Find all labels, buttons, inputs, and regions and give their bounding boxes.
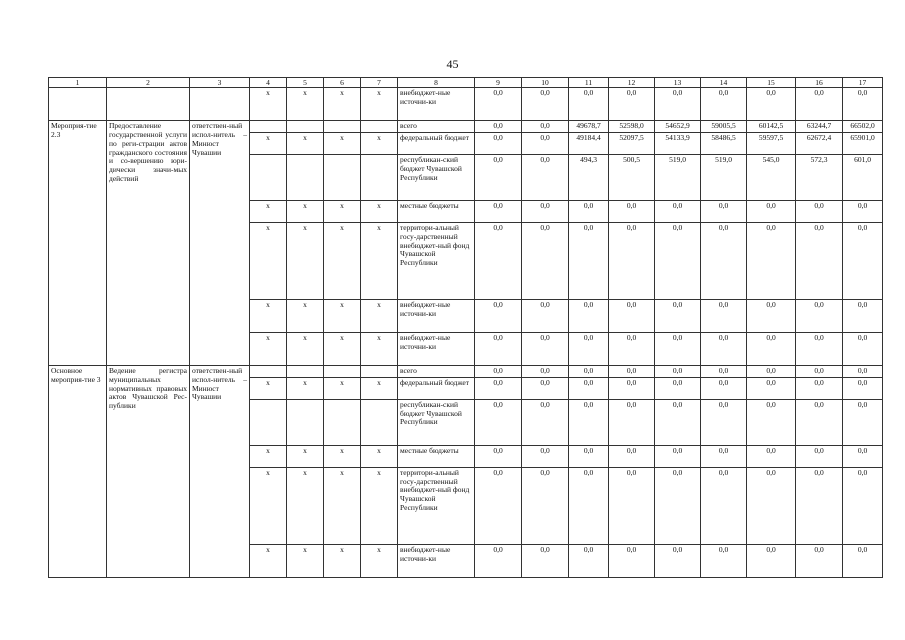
value-cell: 0,0	[569, 544, 609, 577]
x-mark: х	[361, 467, 398, 544]
value-cell: 0,0	[475, 365, 522, 377]
value-cell: 63244,7	[796, 121, 843, 133]
value-cell: 0,0	[796, 399, 843, 445]
value-cell: 0,0	[843, 222, 883, 299]
value-cell: 0,0	[475, 222, 522, 299]
column-number-header: 17	[843, 78, 883, 88]
value-cell: 0,0	[655, 200, 701, 222]
value-cell: 49184,4	[569, 132, 609, 154]
value-cell: 0,0	[655, 222, 701, 299]
x-mark: х	[287, 332, 324, 365]
x-mark: х	[287, 200, 324, 222]
value-cell: 494,3	[569, 154, 609, 200]
x-mark: х	[287, 132, 324, 154]
funding-source: федеральный бюджет	[398, 377, 475, 399]
funding-source: всего	[398, 121, 475, 133]
empty-cell	[361, 399, 398, 445]
value-cell: 0,0	[796, 467, 843, 544]
value-cell: 0,0	[655, 445, 701, 467]
value-cell: 0,0	[522, 121, 569, 133]
value-cell: 0,0	[655, 467, 701, 544]
value-cell: 0,0	[701, 332, 747, 365]
page-number: 45	[446, 57, 459, 71]
value-cell: 0,0	[843, 377, 883, 399]
x-mark: х	[361, 544, 398, 577]
empty-cell	[250, 365, 287, 377]
value-cell: 572,3	[796, 154, 843, 200]
x-mark: х	[287, 299, 324, 332]
x-mark: х	[287, 467, 324, 544]
value-cell: 0,0	[569, 467, 609, 544]
value-cell: 0,0	[796, 377, 843, 399]
value-cell: 0,0	[475, 200, 522, 222]
value-cell: 0,0	[843, 399, 883, 445]
funding-source: внебюджет-ные источни-ки	[398, 332, 475, 365]
value-cell: 0,0	[522, 200, 569, 222]
value-cell: 0,0	[522, 399, 569, 445]
funding-source: внебюджет-ные источни-ки	[398, 88, 475, 121]
x-mark: х	[324, 377, 361, 399]
value-cell: 0,0	[569, 222, 609, 299]
activity-label: Основное мероприя-тие 3	[49, 365, 107, 577]
value-cell: 0,0	[475, 445, 522, 467]
value-cell: 0,0	[701, 299, 747, 332]
x-mark: х	[250, 88, 287, 121]
value-cell: 0,0	[609, 544, 655, 577]
value-cell: 0,0	[747, 544, 796, 577]
value-cell: 0,0	[701, 365, 747, 377]
column-number-header: 4	[250, 78, 287, 88]
value-cell: 0,0	[569, 445, 609, 467]
value-cell: 0,0	[475, 377, 522, 399]
column-number-header: 10	[522, 78, 569, 88]
table-row	[49, 365, 883, 377]
value-cell: 0,0	[522, 365, 569, 377]
column-number-header: 9	[475, 78, 522, 88]
column-number-header: 6	[324, 78, 361, 88]
value-cell: 0,0	[701, 200, 747, 222]
empty-cell	[190, 88, 250, 121]
value-cell: 0,0	[522, 88, 569, 121]
x-mark: х	[250, 467, 287, 544]
value-cell: 0,0	[475, 121, 522, 133]
value-cell: 49678,7	[569, 121, 609, 133]
value-cell: 0,0	[522, 445, 569, 467]
value-cell: 0,0	[796, 445, 843, 467]
value-cell: 59597,5	[747, 132, 796, 154]
value-cell: 0,0	[609, 365, 655, 377]
value-cell: 0,0	[701, 222, 747, 299]
value-cell: 59005,5	[701, 121, 747, 133]
x-mark: х	[287, 222, 324, 299]
value-cell: 0,0	[796, 544, 843, 577]
value-cell: 0,0	[655, 377, 701, 399]
x-mark: х	[324, 299, 361, 332]
value-cell: 0,0	[655, 332, 701, 365]
value-cell: 0,0	[569, 299, 609, 332]
value-cell: 0,0	[475, 88, 522, 121]
value-cell: 52097,5	[609, 132, 655, 154]
value-cell: 66502,0	[843, 121, 883, 133]
value-cell: 0,0	[747, 222, 796, 299]
value-cell: 0,0	[747, 200, 796, 222]
value-cell: 0,0	[655, 365, 701, 377]
value-cell: 0,0	[609, 399, 655, 445]
column-number-header: 14	[701, 78, 747, 88]
activity-name: Ведение регистра муниципальных нормативных правовых актов Чувашской Рес-публики	[107, 365, 190, 577]
funding-source: территори-альный госу-дарственный внебюджет-ный фонд Чувашской Республики	[398, 222, 475, 299]
funding-source: внебюджет-ные источни-ки	[398, 299, 475, 332]
responsible-executor: ответствен-ный испол-нитель – Минюст Чувашии	[190, 121, 250, 366]
value-cell: 0,0	[796, 200, 843, 222]
value-cell: 0,0	[522, 377, 569, 399]
column-number-header: 13	[655, 78, 701, 88]
empty-cell	[287, 399, 324, 445]
empty-cell	[250, 399, 287, 445]
x-mark: х	[324, 88, 361, 121]
value-cell: 0,0	[569, 377, 609, 399]
x-mark: х	[361, 299, 398, 332]
value-cell: 0,0	[522, 132, 569, 154]
value-cell: 0,0	[475, 332, 522, 365]
value-cell: 0,0	[843, 299, 883, 332]
value-cell: 0,0	[701, 445, 747, 467]
value-cell: 601,0	[843, 154, 883, 200]
value-cell: 54133,9	[655, 132, 701, 154]
value-cell: 0,0	[843, 200, 883, 222]
value-cell: 0,0	[701, 544, 747, 577]
x-mark: х	[361, 222, 398, 299]
value-cell: 0,0	[796, 222, 843, 299]
empty-cell	[324, 154, 361, 200]
column-number-header: 8	[398, 78, 475, 88]
x-mark: х	[324, 544, 361, 577]
table-row	[49, 88, 883, 121]
value-cell: 500,5	[609, 154, 655, 200]
funding-source: республикан-ский бюджет Чувашской Республики	[398, 399, 475, 445]
value-cell: 0,0	[522, 299, 569, 332]
column-number-header: 2	[107, 78, 190, 88]
empty-cell	[287, 154, 324, 200]
value-cell: 52598,0	[609, 121, 655, 133]
value-cell: 0,0	[655, 299, 701, 332]
x-mark: х	[361, 445, 398, 467]
funding-source: федеральный бюджет	[398, 132, 475, 154]
value-cell: 0,0	[475, 132, 522, 154]
value-cell: 0,0	[522, 332, 569, 365]
header-row	[49, 78, 883, 88]
x-mark: х	[324, 445, 361, 467]
value-cell: 0,0	[655, 88, 701, 121]
funding-source: республикан-ский бюджет Чувашской Республики	[398, 154, 475, 200]
value-cell: 0,0	[475, 544, 522, 577]
x-mark: х	[287, 544, 324, 577]
value-cell: 0,0	[475, 154, 522, 200]
empty-cell	[361, 121, 398, 133]
empty-cell	[324, 399, 361, 445]
x-mark: х	[287, 445, 324, 467]
empty-cell	[287, 365, 324, 377]
value-cell: 0,0	[609, 299, 655, 332]
value-cell: 0,0	[701, 88, 747, 121]
value-cell: 0,0	[747, 332, 796, 365]
x-mark: х	[250, 332, 287, 365]
value-cell: 0,0	[475, 467, 522, 544]
x-mark: х	[324, 222, 361, 299]
value-cell: 0,0	[843, 445, 883, 467]
value-cell: 0,0	[609, 445, 655, 467]
value-cell: 0,0	[843, 88, 883, 121]
empty-cell	[250, 121, 287, 133]
value-cell: 0,0	[569, 200, 609, 222]
x-mark: х	[361, 88, 398, 121]
value-cell: 0,0	[609, 88, 655, 121]
value-cell: 0,0	[701, 467, 747, 544]
value-cell: 0,0	[609, 222, 655, 299]
value-cell: 0,0	[569, 365, 609, 377]
x-mark: х	[324, 200, 361, 222]
funding-source: территори-альный госу-дарственный внебюджет-ный фонд Чувашской Республики	[398, 467, 475, 544]
value-cell: 0,0	[522, 222, 569, 299]
value-cell: 58486,5	[701, 132, 747, 154]
x-mark: х	[250, 222, 287, 299]
value-cell: 0,0	[796, 299, 843, 332]
empty-cell	[287, 121, 324, 133]
value-cell: 0,0	[569, 88, 609, 121]
value-cell: 519,0	[701, 154, 747, 200]
value-cell: 0,0	[843, 467, 883, 544]
x-mark: х	[287, 88, 324, 121]
column-number-header: 11	[569, 78, 609, 88]
activity-name: Предоставление государственной услуги по реги-страции актов гражданского состояния и со-вершению юри-дически значи-мых действий	[107, 121, 190, 366]
value-cell: 0,0	[569, 332, 609, 365]
x-mark: х	[250, 445, 287, 467]
value-cell: 0,0	[843, 544, 883, 577]
value-cell: 65901,0	[843, 132, 883, 154]
funding-source: местные бюджеты	[398, 445, 475, 467]
value-cell: 0,0	[796, 332, 843, 365]
x-mark: х	[250, 299, 287, 332]
x-mark: х	[361, 332, 398, 365]
x-mark: х	[361, 200, 398, 222]
x-mark: х	[324, 132, 361, 154]
x-mark: х	[250, 132, 287, 154]
value-cell: 0,0	[475, 399, 522, 445]
value-cell: 0,0	[609, 377, 655, 399]
x-mark: х	[287, 377, 324, 399]
empty-cell	[324, 365, 361, 377]
value-cell: 519,0	[655, 154, 701, 200]
value-cell: 0,0	[609, 467, 655, 544]
value-cell: 0,0	[609, 200, 655, 222]
value-cell: 0,0	[655, 544, 701, 577]
x-mark: х	[361, 377, 398, 399]
value-cell: 0,0	[747, 399, 796, 445]
financing-table	[48, 77, 883, 578]
value-cell: 0,0	[569, 399, 609, 445]
value-cell: 0,0	[796, 365, 843, 377]
empty-cell	[361, 154, 398, 200]
value-cell: 0,0	[843, 332, 883, 365]
value-cell: 0,0	[843, 365, 883, 377]
column-number-header: 16	[796, 78, 843, 88]
x-mark: х	[324, 332, 361, 365]
value-cell: 62672,4	[796, 132, 843, 154]
value-cell: 0,0	[475, 299, 522, 332]
value-cell: 0,0	[796, 88, 843, 121]
funding-source: местные бюджеты	[398, 200, 475, 222]
funding-source: внебюджет-ные источни-ки	[398, 544, 475, 577]
value-cell: 54652,9	[655, 121, 701, 133]
empty-cell	[324, 121, 361, 133]
x-mark: х	[250, 200, 287, 222]
funding-source: всего	[398, 365, 475, 377]
x-mark: х	[250, 377, 287, 399]
x-mark: х	[250, 544, 287, 577]
x-mark: х	[324, 467, 361, 544]
empty-cell	[107, 88, 190, 121]
value-cell: 0,0	[522, 467, 569, 544]
value-cell: 0,0	[747, 377, 796, 399]
value-cell: 0,0	[747, 88, 796, 121]
value-cell: 0,0	[747, 365, 796, 377]
value-cell: 60142,5	[747, 121, 796, 133]
value-cell: 0,0	[747, 467, 796, 544]
value-cell: 0,0	[522, 154, 569, 200]
x-mark: х	[361, 132, 398, 154]
column-number-header: 1	[49, 78, 107, 88]
value-cell: 0,0	[747, 445, 796, 467]
empty-cell	[49, 88, 107, 121]
table-row	[49, 121, 883, 133]
value-cell: 0,0	[522, 544, 569, 577]
column-number-header: 7	[361, 78, 398, 88]
column-number-header: 15	[747, 78, 796, 88]
value-cell: 0,0	[609, 332, 655, 365]
value-cell: 0,0	[701, 399, 747, 445]
value-cell: 0,0	[655, 399, 701, 445]
empty-cell	[250, 154, 287, 200]
value-cell: 545,0	[747, 154, 796, 200]
column-number-header: 12	[609, 78, 655, 88]
value-cell: 0,0	[747, 299, 796, 332]
column-number-header: 3	[190, 78, 250, 88]
empty-cell	[361, 365, 398, 377]
column-number-header: 5	[287, 78, 324, 88]
activity-label: Мероприя-тие 2.3	[49, 121, 107, 366]
value-cell: 0,0	[701, 377, 747, 399]
responsible-executor: ответствен-ный испол-нитель – Минюст Чувашии	[190, 365, 250, 577]
